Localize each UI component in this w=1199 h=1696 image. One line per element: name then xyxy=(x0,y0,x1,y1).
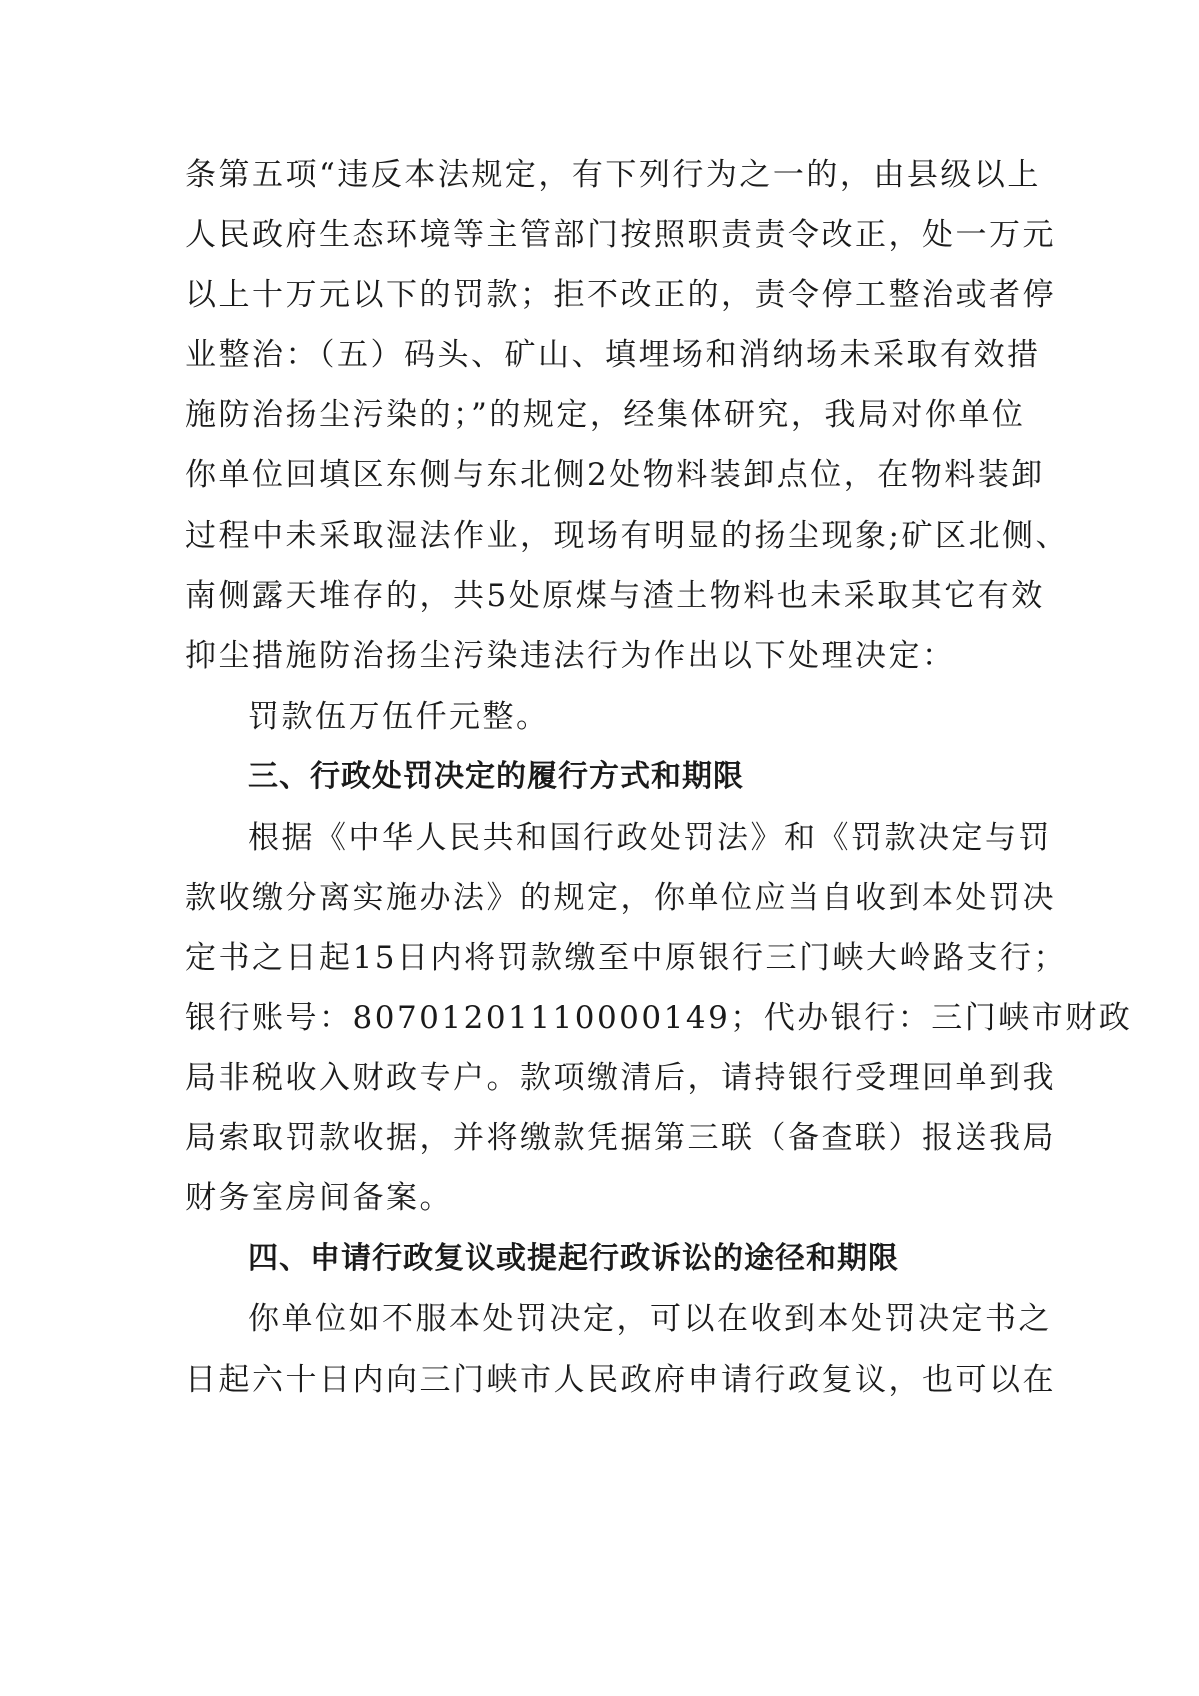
text-line: 你单位回填区东侧与东北侧2处物料装卸点位，在物料装卸 xyxy=(185,457,1045,493)
text-line: 南侧露天堆存的，共5处原煤与渣土物料也未采取其它有效 xyxy=(185,578,1045,614)
text-line: 你单位如不服本处罚决定，可以在收到本处罚决定书之 xyxy=(248,1301,1052,1337)
text-line: 局索取罚款收据，并将缴款凭据第三联（备查联）报送我局 xyxy=(185,1120,1056,1156)
text-line: 过程中未采取湿法作业，现场有明显的扬尘现象;矿区北侧、 xyxy=(185,518,1069,554)
text-line: 银行账号：80701201110000149；代办银行：三门峡市财政 xyxy=(185,1000,1133,1036)
text-line: 抑尘措施防治扬尘污染违法行为作出以下处理决定： xyxy=(185,638,956,674)
text-line: 施防治扬尘污染的；”的规定，经集体研究，我局对你单位 xyxy=(185,397,1026,433)
text-line: 日起六十日内向三门峡市人民政府申请行政复议，也可以在 xyxy=(185,1362,1056,1398)
text-line: 定书之日起15日内将罚款缴至中原银行三门峡大岭路支行； xyxy=(185,940,1067,976)
text-line: 以上十万元以下的罚款；拒不改正的，责令停工整治或者停 xyxy=(185,277,1056,313)
penalty-text: 罚款伍万伍仟元整。 xyxy=(248,699,550,735)
text-line: 条第五项“违反本法规定，有下列行为之一的，由县级以上 xyxy=(185,157,1041,193)
text-line: 财务室房间备案。 xyxy=(185,1180,453,1216)
section-heading-4: 四、申请行政复议或提起行政诉讼的途径和期限 xyxy=(248,1241,899,1276)
text-line: 款收缴分离实施办法》的规定，你单位应当自收到本处罚决 xyxy=(185,880,1056,916)
text-line: 人民政府生态环境等主管部门按照职责责令改正，处一万元 xyxy=(185,217,1056,253)
text-line: 根据《中华人民共和国行政处罚法》和《罚款决定与罚 xyxy=(248,820,1052,856)
text-line: 局非税收入财政专户。款项缴清后，请持银行受理回单到我 xyxy=(185,1060,1056,1096)
text-line: 业整治：（五）码头、矿山、填埋场和消纳场未采取有效措 xyxy=(185,337,1041,373)
section-heading-3: 三、行政处罚决定的履行方式和期限 xyxy=(248,759,744,794)
